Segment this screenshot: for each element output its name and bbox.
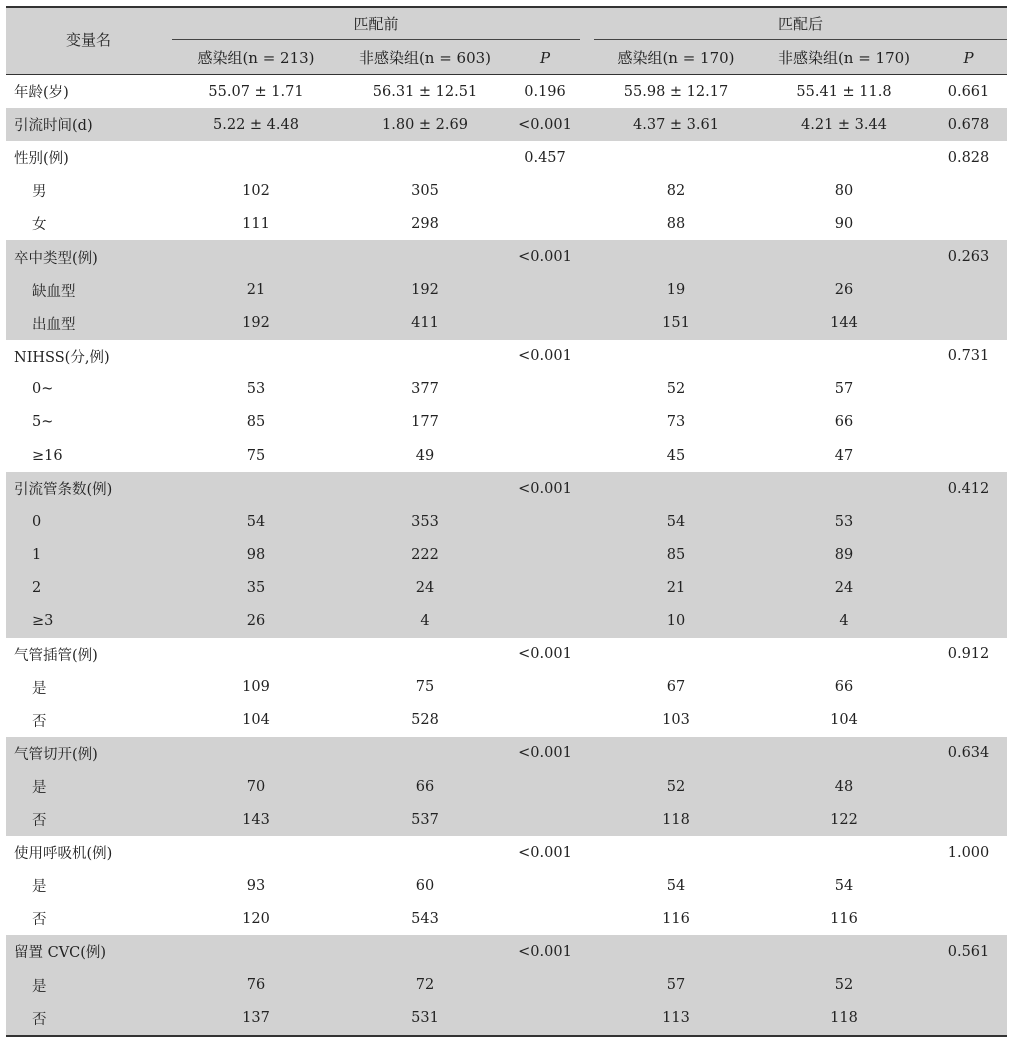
cell-after-infected: 73: [666, 414, 686, 431]
col-after-infected: 感染组(n = 170): [617, 49, 735, 67]
cell-after-noninfected: 48: [834, 778, 854, 795]
cell-before-infected: 26: [246, 613, 266, 630]
cell-before-infected: 70: [246, 778, 266, 795]
cell-before-infected: 137: [242, 1010, 270, 1027]
row-label: 年龄(岁): [14, 85, 69, 102]
table-row: [6, 935, 1007, 968]
table-row: [6, 274, 1007, 307]
row-label: 卒中类型(例): [14, 250, 98, 267]
table-row: [6, 1002, 1007, 1035]
table-row: [6, 704, 1007, 737]
cell-after-noninfected: 80: [834, 182, 854, 199]
cell-before-p: <0.001: [518, 348, 572, 365]
cell-before-noninfected: 75: [415, 679, 435, 696]
table-body: [6, 75, 1007, 1035]
col-after-noninfected: 非感染组(n = 170): [777, 49, 911, 67]
col-before-noninfected: 非感染组(n = 603): [358, 49, 492, 67]
cell-before-infected: 143: [242, 811, 270, 828]
cell-before-noninfected: 192: [411, 282, 439, 299]
cell-before-p: <0.001: [518, 745, 572, 762]
table-row: [6, 141, 1007, 174]
cell-after-infected: 67: [666, 679, 686, 696]
header-before-matching: 匹配前: [353, 15, 399, 33]
cell-before-noninfected: 531: [411, 1010, 439, 1027]
cell-after-noninfected: 66: [834, 679, 854, 696]
cell-after-p: 0.828: [947, 149, 990, 166]
row-label: ≥3: [32, 613, 54, 630]
cell-after-noninfected: 4.21 ± 3.44: [801, 116, 887, 133]
table-row: [6, 75, 1007, 108]
table-row: [6, 737, 1007, 770]
row-label: 女: [32, 217, 47, 234]
table-row: [6, 307, 1007, 340]
table-row: [6, 373, 1007, 406]
row-label: 否: [32, 912, 47, 929]
row-label: 气管切开(例): [14, 746, 98, 763]
cell-before-noninfected: 353: [411, 513, 439, 530]
cell-after-infected: 151: [662, 315, 690, 332]
cell-before-p: <0.001: [518, 943, 572, 960]
cell-after-infected: 88: [666, 215, 686, 232]
header-after-matching: 匹配后: [777, 15, 823, 33]
table-row: [6, 571, 1007, 604]
cell-before-infected: 104: [242, 712, 270, 729]
table-row: [6, 240, 1007, 273]
table-row: [6, 439, 1007, 472]
cell-after-infected: 4.37 ± 3.61: [633, 116, 719, 133]
cell-after-noninfected: 89: [834, 546, 854, 563]
cell-before-noninfected: 72: [415, 977, 435, 994]
cell-before-infected: 21: [246, 282, 266, 299]
cell-before-p: <0.001: [518, 844, 572, 861]
cell-before-noninfected: 377: [411, 381, 439, 398]
cell-before-infected: 109: [242, 679, 270, 696]
table-row: [6, 406, 1007, 439]
cell-after-infected: 52: [666, 381, 686, 398]
cell-before-infected: 76: [246, 977, 266, 994]
table-header: [6, 6, 1007, 75]
cell-after-p: 0.561: [947, 943, 990, 960]
cell-after-noninfected: 144: [830, 315, 858, 332]
cell-after-noninfected: 66: [834, 414, 854, 431]
row-label: 是: [32, 680, 47, 697]
row-label: 性别(例): [14, 151, 69, 168]
cell-before-noninfected: 222: [411, 546, 439, 563]
cell-after-infected: 118: [662, 811, 690, 828]
col-before-p: P: [539, 49, 551, 67]
cell-after-infected: 19: [666, 282, 686, 299]
cell-after-noninfected: 90: [834, 215, 854, 232]
cell-after-noninfected: 57: [834, 381, 854, 398]
row-label: 0~: [32, 381, 54, 398]
col-before-infected: 感染组(n = 213): [197, 49, 315, 67]
cell-before-noninfected: 4: [420, 613, 430, 630]
cell-after-p: 0.634: [947, 745, 990, 762]
cell-before-noninfected: 49: [415, 447, 435, 464]
cell-after-noninfected: 52: [834, 977, 854, 994]
cell-after-infected: 85: [666, 546, 686, 563]
cell-after-infected: 82: [666, 182, 686, 199]
row-label: 缺血型: [32, 283, 76, 300]
row-label: 是: [32, 780, 47, 797]
cell-after-infected: 21: [666, 579, 686, 596]
cell-before-p: <0.001: [518, 116, 572, 133]
table-row: [6, 605, 1007, 638]
cell-after-p: 0.731: [947, 348, 990, 365]
table-row: [6, 207, 1007, 240]
row-label: 引流管条数(例): [14, 482, 113, 499]
table-row: [6, 638, 1007, 671]
cell-before-noninfected: 543: [411, 910, 439, 927]
cell-before-p: <0.001: [518, 249, 572, 266]
row-label: 2: [32, 579, 42, 596]
table-row: [6, 902, 1007, 935]
cell-before-noninfected: 24: [415, 579, 435, 596]
row-label: ≥16: [32, 447, 63, 464]
cell-before-p: <0.001: [518, 480, 572, 497]
row-label: 引流时间(d): [14, 118, 93, 135]
cell-before-infected: 85: [246, 414, 266, 431]
cell-before-noninfected: 56.31 ± 12.51: [372, 83, 478, 100]
cell-after-infected: 113: [662, 1010, 690, 1027]
cell-before-infected: 53: [246, 381, 266, 398]
table-row: [6, 671, 1007, 704]
cell-after-infected: 116: [662, 910, 690, 927]
row-label: 0: [32, 513, 42, 530]
cell-after-noninfected: 4: [839, 613, 849, 630]
table-row: [6, 869, 1007, 902]
table-row: [6, 174, 1007, 207]
row-label: 男: [32, 184, 47, 201]
baseline-table: [6, 6, 1007, 1037]
cell-after-noninfected: 53: [834, 513, 854, 530]
cell-before-noninfected: 60: [415, 877, 435, 894]
row-label: 否: [32, 1011, 47, 1028]
cell-before-p: 0.196: [524, 83, 566, 100]
cell-before-infected: 75: [246, 447, 266, 464]
header-rule-before: [172, 39, 580, 40]
cell-after-p: 0.912: [947, 646, 990, 663]
cell-after-noninfected: 26: [834, 282, 854, 299]
cell-after-infected: 55.98 ± 12.17: [623, 83, 729, 100]
cell-before-infected: 111: [242, 215, 270, 232]
table-row: [6, 340, 1007, 373]
cell-before-infected: 102: [242, 182, 270, 199]
cell-after-infected: 54: [666, 877, 686, 894]
row-label: 留置 CVC(例): [14, 945, 107, 962]
cell-before-p: <0.001: [518, 646, 572, 663]
cell-before-infected: 55.07 ± 1.71: [208, 83, 304, 100]
table-row: [6, 803, 1007, 836]
cell-after-noninfected: 54: [834, 877, 854, 894]
cell-after-infected: 52: [666, 778, 686, 795]
cell-before-noninfected: 66: [415, 778, 435, 795]
row-label: 否: [32, 813, 47, 830]
cell-before-infected: 5.22 ± 4.48: [213, 116, 299, 133]
cell-before-noninfected: 411: [411, 315, 439, 332]
header-rule-after: [594, 39, 1007, 40]
cell-after-infected: 57: [666, 977, 686, 994]
row-label: 1: [32, 546, 42, 563]
cell-after-noninfected: 104: [830, 712, 858, 729]
cell-after-infected: 10: [666, 613, 686, 630]
row-label: 是: [32, 879, 47, 896]
table-row: [6, 538, 1007, 571]
cell-after-p: 0.412: [947, 480, 990, 497]
cell-after-noninfected: 47: [834, 447, 854, 464]
cell-after-noninfected: 118: [830, 1010, 858, 1027]
cell-before-infected: 120: [242, 910, 270, 927]
cell-before-noninfected: 177: [411, 414, 439, 431]
cell-after-p: 0.263: [947, 249, 990, 266]
cell-before-noninfected: 537: [411, 811, 439, 828]
cell-after-p: 1.000: [947, 844, 990, 861]
cell-after-noninfected: 24: [834, 579, 854, 596]
cell-before-infected: 35: [246, 579, 266, 596]
table-row: [6, 472, 1007, 505]
cell-before-infected: 54: [246, 513, 266, 530]
cell-after-p: 0.661: [947, 83, 990, 100]
cell-after-infected: 103: [662, 712, 690, 729]
cell-before-noninfected: 1.80 ± 2.69: [382, 116, 468, 133]
row-label: 否: [32, 713, 47, 730]
row-label: 使用呼吸机(例): [14, 846, 113, 863]
cell-after-noninfected: 122: [830, 811, 858, 828]
table-row: [6, 108, 1007, 141]
header-variable-name: 变量名: [65, 31, 111, 49]
cell-before-infected: 192: [242, 315, 270, 332]
row-label: 气管插管(例): [14, 647, 98, 664]
table-row: [6, 505, 1007, 538]
row-label: 5~: [32, 414, 54, 431]
table-bottom-rule: [6, 1035, 1007, 1037]
cell-before-p: 0.457: [524, 149, 566, 166]
cell-before-noninfected: 298: [411, 215, 439, 232]
table-row: [6, 836, 1007, 869]
col-after-p: P: [963, 49, 974, 67]
cell-after-noninfected: 116: [830, 910, 858, 927]
cell-after-infected: 45: [666, 447, 686, 464]
row-label: 出血型: [32, 316, 76, 333]
cell-before-infected: 93: [246, 877, 266, 894]
cell-before-infected: 98: [246, 546, 266, 563]
table-row: [6, 770, 1007, 803]
table-row: [6, 969, 1007, 1002]
row-label: 是: [32, 978, 47, 995]
cell-after-p: 0.678: [947, 116, 990, 133]
cell-after-infected: 54: [666, 513, 686, 530]
cell-after-noninfected: 55.41 ± 11.8: [796, 83, 892, 100]
cell-before-noninfected: 305: [411, 182, 439, 199]
row-label: NIHSS(分,例): [14, 349, 110, 366]
cell-before-noninfected: 528: [411, 712, 439, 729]
